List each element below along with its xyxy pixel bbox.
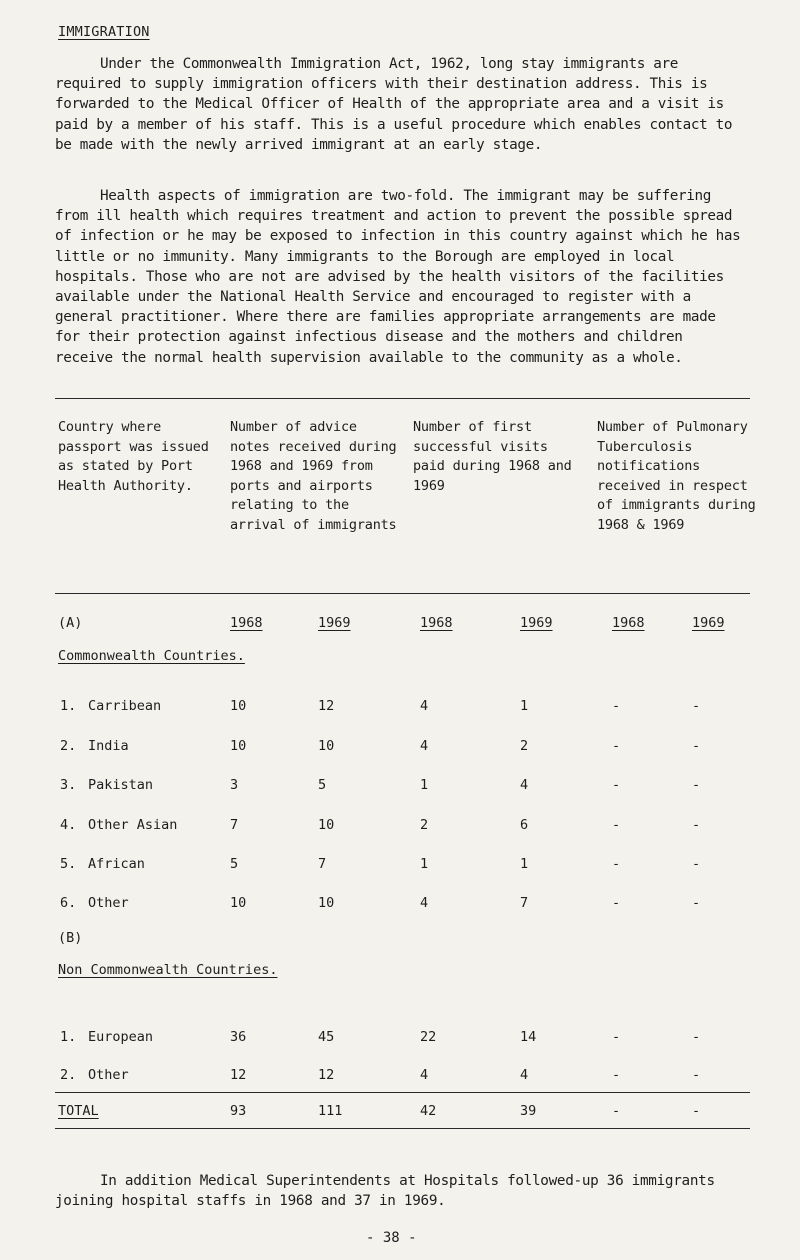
section-a-label: (A) (58, 615, 83, 631)
row-country: Other Asian (88, 817, 178, 833)
paragraph-2: Health aspects of immigration are two-fold. The immigrant may be suffering from ill health which requires treatment and action to prevent the possible spread of infection or he may be exposed to infection in this country against which he has little or no immunity. Many immigrants to the Borough are employed in local hospitals. Those who are not are advised by the health visitors of the facilities available under the National Health Service and encouraged to register with a general practitioner. Where there are families appropriate arrangements are made for their protection against infectious disease and the mothers and children receive the normal health supervision available to the community as a whole. (55, 188, 741, 366)
total-cell: - (612, 1103, 621, 1119)
table-cell: 1 (520, 856, 529, 872)
header-visits: Number of first successful visits paid during 1968 and 1969 (413, 419, 572, 494)
row-number: 1. (60, 698, 77, 714)
table-cell: 3 (230, 777, 239, 793)
header-country: Country where passport was issued as stated by Port Health Authority. (58, 419, 209, 494)
year-header: 1969 (318, 615, 351, 631)
table-cell: 10 (230, 895, 247, 911)
row-country: Other (88, 895, 129, 911)
total-bottom-rule (55, 1128, 750, 1129)
table-cell: 4 (420, 1067, 429, 1083)
row-country: India (88, 738, 129, 754)
row-number: 4. (60, 817, 77, 833)
total-cell: 111 (318, 1103, 343, 1119)
row-number: 2. (60, 1067, 77, 1083)
table-cell: - (692, 1029, 701, 1045)
table-cell: - (692, 856, 701, 872)
year-header: 1969 (520, 615, 553, 631)
row-number: 5. (60, 856, 77, 872)
table-cell: 2 (420, 817, 429, 833)
table-cell: - (612, 698, 621, 714)
row-country: Carribean (88, 698, 162, 714)
table-cell: 4 (420, 738, 429, 754)
table-cell: 4 (420, 895, 429, 911)
table-cell: 6 (520, 817, 529, 833)
year-header: 1968 (420, 615, 453, 631)
row-number: 6. (60, 895, 77, 911)
table-cell: - (692, 1067, 701, 1083)
table-cell: 4 (520, 1067, 529, 1083)
page-number: - 38 - (366, 1230, 417, 1246)
table-cell: - (612, 856, 621, 872)
total-cell: 93 (230, 1103, 247, 1119)
header-advice-notes: Number of advice notes received during 1968 and 1969 from ports and airports relating to the arrival of immigrants (230, 419, 397, 533)
table-cell: - (692, 738, 701, 754)
header-tb-notifications: Number of Pulmonary Tuberculosis notifications received in respect of immigrants during 1968 & 1969 (597, 419, 756, 533)
table-cell: 2 (520, 738, 529, 754)
section-b-label: (B) (58, 930, 83, 946)
table-cell: 7 (318, 856, 327, 872)
row-country: African (88, 856, 145, 872)
table-cell: 12 (318, 698, 335, 714)
table-cell: 1 (420, 856, 429, 872)
table-cell: 7 (520, 895, 529, 911)
row-country: Pakistan (88, 777, 154, 793)
table-cell: 4 (420, 698, 429, 714)
table-cell: 14 (520, 1029, 537, 1045)
table-cell: - (612, 777, 621, 793)
total-cell: 39 (520, 1103, 537, 1119)
table-cell: - (692, 698, 701, 714)
footnote: In addition Medical Superintendents at Hospitals followed-up 36 immigrants joining hospital staffs in 1968 and 37 in 1969. (55, 1173, 715, 1209)
section-heading: IMMIGRATION (58, 24, 150, 40)
total-label: TOTAL (58, 1103, 99, 1119)
paragraph-1: Under the Commonwealth Immigration Act, 1962, long stay immigrants are required to supply immigration officers with their destination address. This is forwarded to the Medical Officer of Health of the appropriate area and a visit is paid by a member of his staff. This is a useful procedure which enables contact to be made with the newly arrived immigrant at an early stage. (55, 56, 733, 153)
table-cell: 10 (230, 698, 247, 714)
table-cell: 22 (420, 1029, 437, 1045)
table-cell: - (612, 738, 621, 754)
table-cell: 10 (230, 738, 247, 754)
table-cell: 5 (318, 777, 327, 793)
table-top-rule (55, 398, 750, 399)
table-cell: 1 (420, 777, 429, 793)
year-header: 1969 (692, 615, 725, 631)
row-country: European (88, 1029, 154, 1045)
section-a-title: Commonwealth Countries. (58, 648, 245, 664)
table-header-rule (55, 593, 750, 594)
total-top-rule (55, 1092, 750, 1093)
table-cell: 4 (520, 777, 529, 793)
row-number: 3. (60, 777, 77, 793)
total-cell: - (692, 1103, 701, 1119)
table-cell: 1 (520, 698, 529, 714)
table-cell: 12 (318, 1067, 335, 1083)
table-cell: 12 (230, 1067, 247, 1083)
table-cell: 5 (230, 856, 239, 872)
table-cell: 7 (230, 817, 239, 833)
total-cell: 42 (420, 1103, 437, 1119)
table-cell: - (692, 895, 701, 911)
table-cell: 10 (318, 738, 335, 754)
table-cell: - (692, 817, 701, 833)
row-number: 2. (60, 738, 77, 754)
year-header: 1968 (612, 615, 645, 631)
section-b-title: Non Commonwealth Countries. (58, 962, 278, 978)
table-cell: 36 (230, 1029, 247, 1045)
row-number: 1. (60, 1029, 77, 1045)
row-country: Other (88, 1067, 129, 1083)
table-cell: - (612, 817, 621, 833)
table-cell: - (612, 895, 621, 911)
table-cell: - (612, 1067, 621, 1083)
table-cell: - (612, 1029, 621, 1045)
table-cell: 10 (318, 817, 335, 833)
table-cell: 10 (318, 895, 335, 911)
year-header: 1968 (230, 615, 263, 631)
table-cell: 45 (318, 1029, 335, 1045)
table-cell: - (692, 777, 701, 793)
